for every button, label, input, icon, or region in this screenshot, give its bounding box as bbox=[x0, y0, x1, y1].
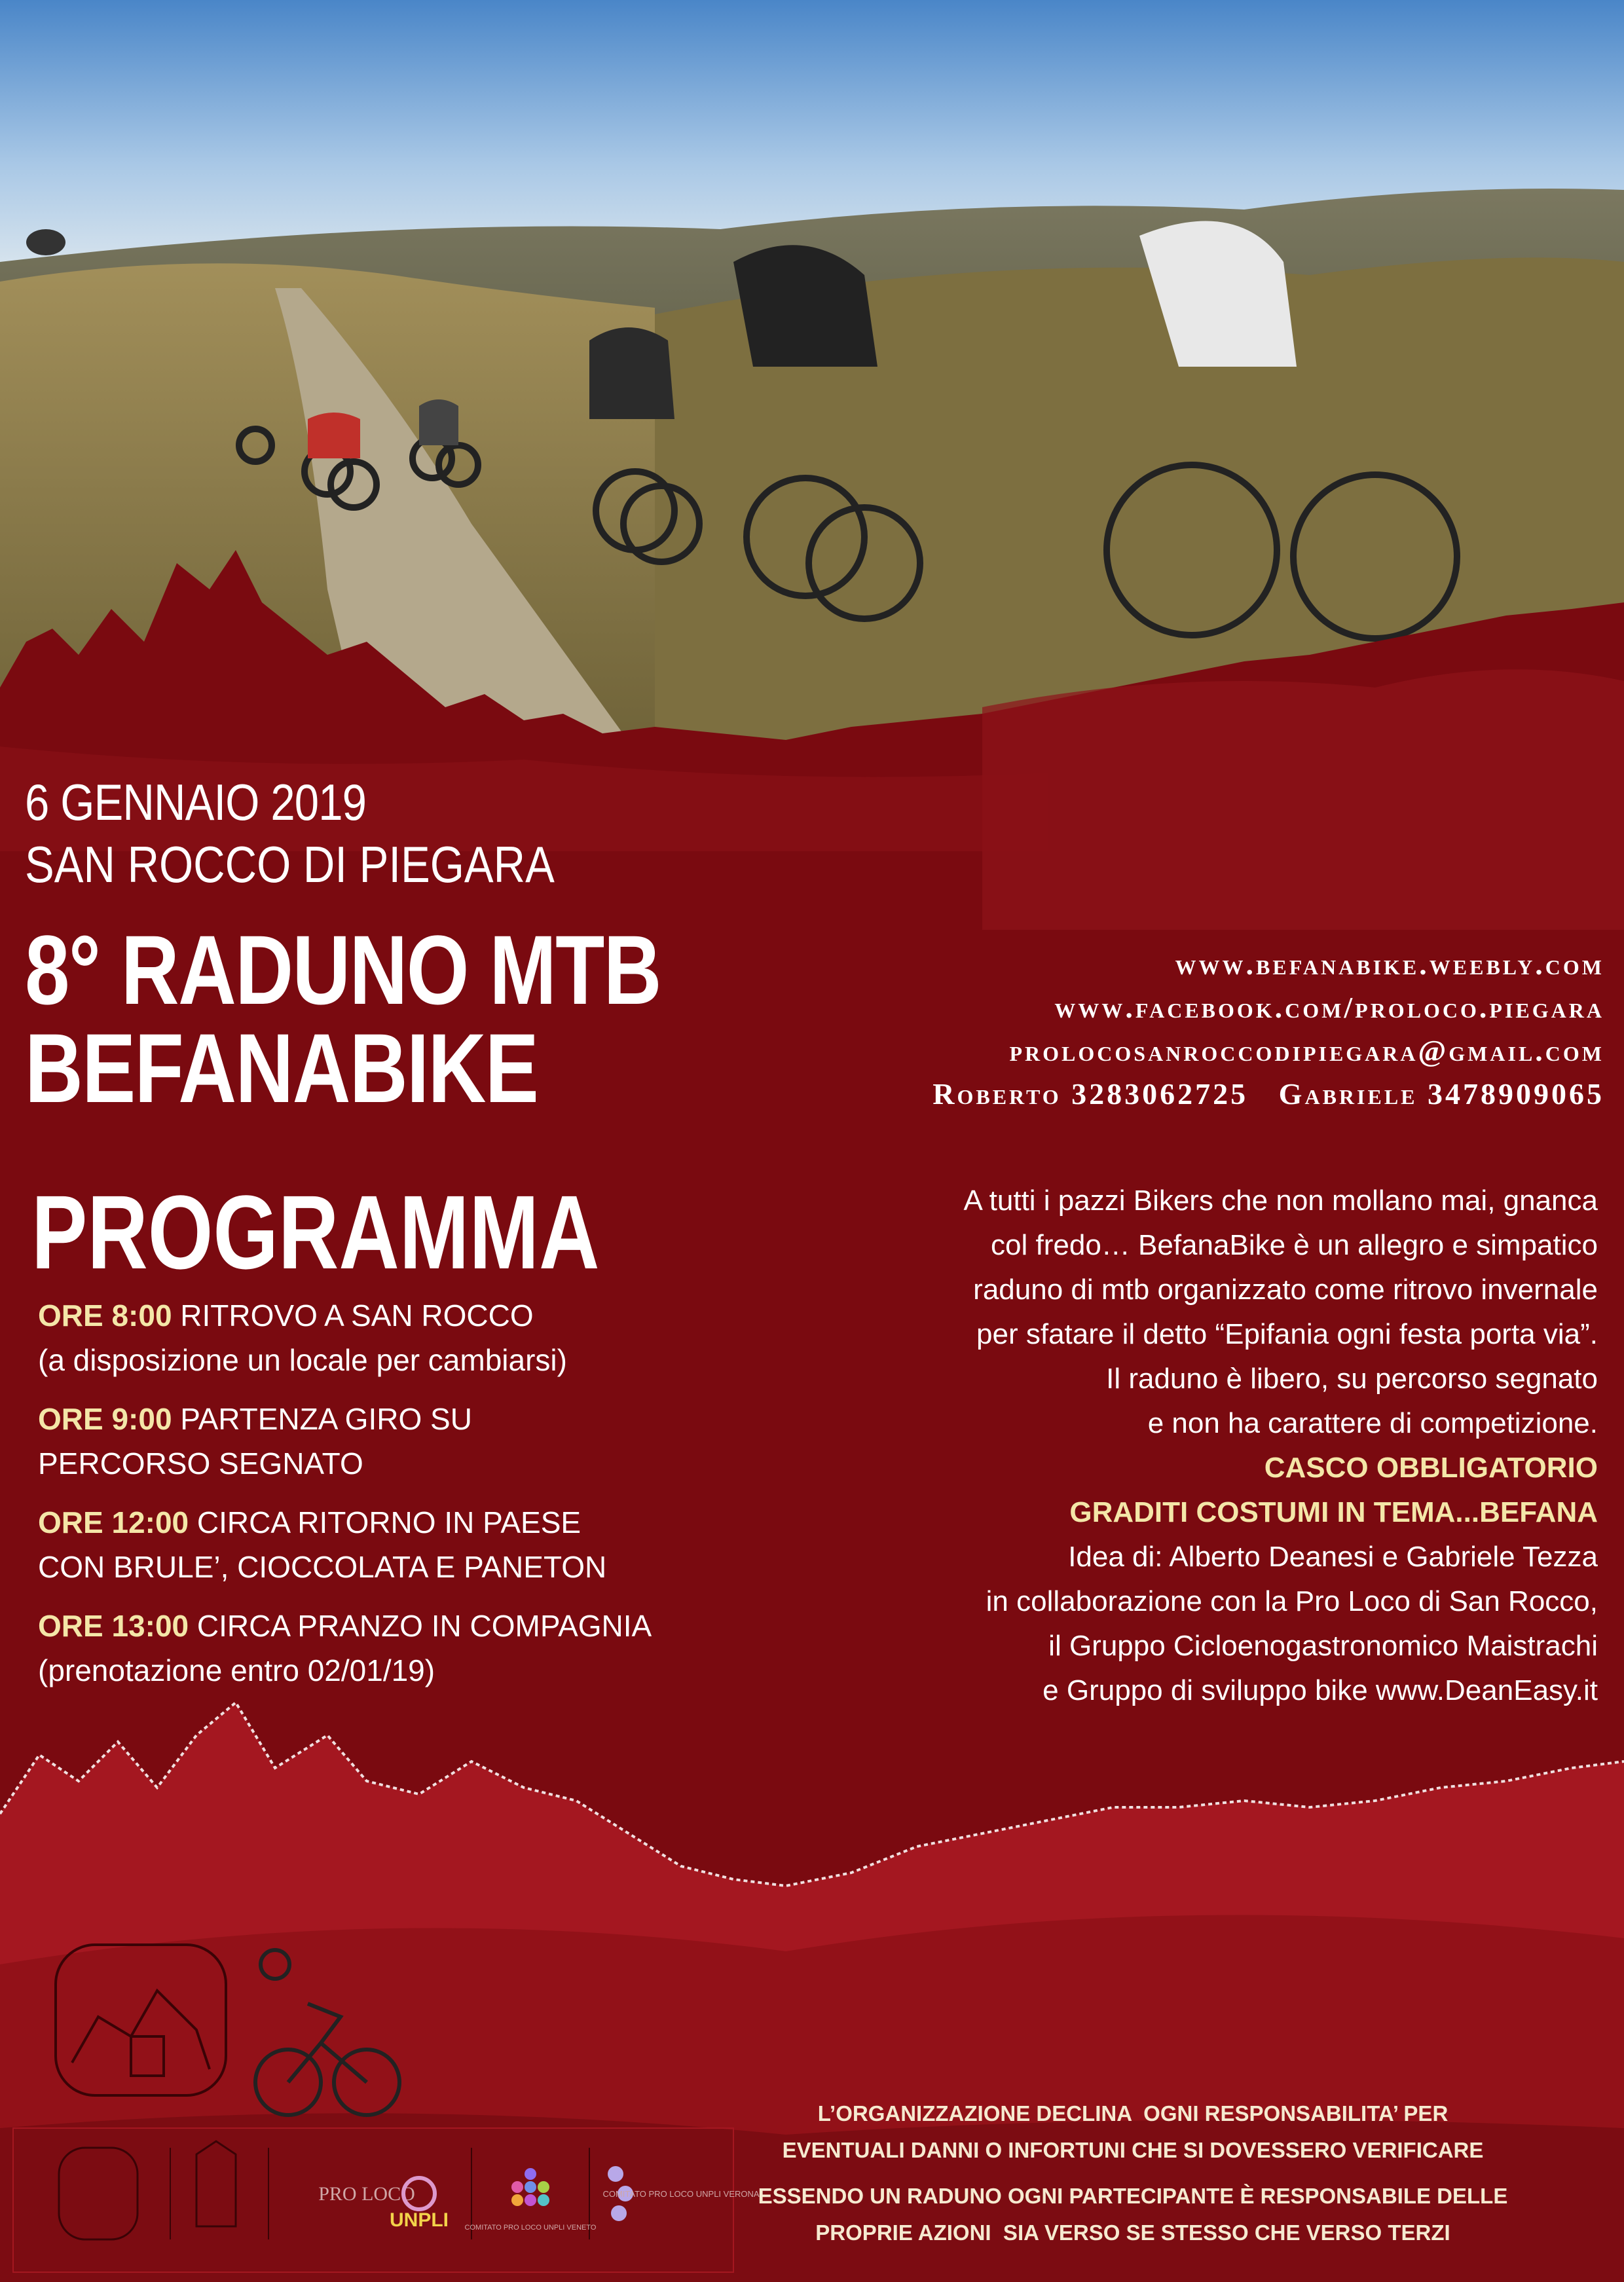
programma-item bbox=[38, 1397, 652, 1486]
disclaimer-block bbox=[674, 2095, 1591, 2251]
costume-notice: GRADITI COSTUMI IN TEMA...BEFANA bbox=[1069, 1496, 1598, 1528]
email-link[interactable]: prolocosanroccodipiegara@gmail.com bbox=[1009, 1034, 1604, 1067]
programma-note: (a disposizione un locale per cambiarsi) bbox=[38, 1343, 567, 1377]
disclaimer-line: PROPRIE AZIONI SIA VERSO SE STESSO CHE VERSO TERZI bbox=[815, 2220, 1450, 2245]
disclaimer-line: L’ORGANIZZAZIONE DECLINA OGNI RESPONSABILITA’ PER bbox=[817, 2101, 1449, 2126]
programma-note: CON BRULE’, CIOCCOLATA E PANETON bbox=[38, 1550, 607, 1584]
programma-item bbox=[38, 1500, 652, 1589]
programma-time: ORE 9:00 bbox=[38, 1402, 172, 1436]
proloco-logo-text: PRO LOCO bbox=[318, 2183, 415, 2205]
facebook-link[interactable]: www.facebook.com/proloco.piegara bbox=[1054, 991, 1604, 1024]
event-place: SAN ROCCO DI PIEGARA bbox=[25, 836, 555, 893]
description-line: e non ha carattere di competizione. bbox=[1147, 1407, 1598, 1439]
description-line: per sfatare il detto “Epifania ogni festa porta via”. bbox=[976, 1318, 1598, 1350]
credits-line: Idea di: Alberto Deanesi e Gabriele Tezza bbox=[1068, 1541, 1598, 1573]
programma-time: ORE 8:00 bbox=[38, 1298, 172, 1333]
programma-heading: PROGRAMMA bbox=[31, 1173, 600, 1291]
logos-area bbox=[0, 1938, 786, 2279]
credits-line: in collaborazione con la Pro Loco di San Rocco, bbox=[986, 1585, 1598, 1617]
programma-text: CIRCA PRANZO IN COMPAGNIA bbox=[189, 1609, 652, 1643]
description-line: raduno di mtb organizzato come ritrovo invernale bbox=[973, 1274, 1598, 1306]
programma-time: ORE 13:00 bbox=[38, 1609, 189, 1643]
event-title-line1: 8° RADUNO MTB bbox=[25, 915, 661, 1025]
programma-text: RITROVO A SAN ROCCO bbox=[172, 1298, 534, 1333]
proloco-emblem-and-biker-drawing bbox=[0, 1938, 786, 2279]
programma-note: PERCORSO SEGNATO bbox=[38, 1446, 363, 1481]
programma-note: (prenotazione entro 02/01/19) bbox=[38, 1653, 435, 1687]
programma-text: PARTENZA GIRO SU bbox=[172, 1402, 472, 1436]
programma-item bbox=[38, 1604, 652, 1693]
disclaimer-line: EVENTUALI DANNI O INFORTUNI CHE SI DOVESSERO VERIFICARE bbox=[782, 2138, 1484, 2162]
helmet-notice: CASCO OBBLIGATORIO bbox=[1264, 1452, 1598, 1484]
credits-line: il Gruppo Cicloenogastronomico Maistrachi bbox=[1048, 1630, 1598, 1662]
event-date: 6 GENNAIO 2019 bbox=[25, 773, 367, 831]
description-line: Il raduno è libero, su percorso segnato bbox=[1106, 1363, 1598, 1395]
phone-numbers: Roberto 3283062725 Gabriele 3478909065 bbox=[932, 1077, 1604, 1111]
programma-text: CIRCA RITORNO IN PAESE bbox=[189, 1505, 581, 1539]
description-line: A tutti i pazzi Bikers che non mollano mai, gnanca bbox=[963, 1185, 1598, 1217]
description-line: col fredo… BefanaBike è un allegro e simpatico bbox=[991, 1229, 1598, 1261]
credits-line: e Gruppo di sviluppo bike www.DeanEasy.it bbox=[1043, 1674, 1598, 1706]
description-block bbox=[747, 1179, 1598, 1713]
unpli-logo-text: UNPLI bbox=[390, 2209, 449, 2231]
programma-list bbox=[38, 1293, 652, 1707]
unpli-veneto-logo bbox=[511, 2168, 549, 2206]
website-link[interactable]: www.befanabike.weebly.com bbox=[1175, 948, 1604, 981]
event-title-line2: BEFANABIKE bbox=[25, 1013, 538, 1123]
disclaimer-line: ESSENDO UN RADUNO OGNI PARTECIPANTE È RESPONSABILE DELLE bbox=[758, 2184, 1508, 2208]
programma-item bbox=[38, 1293, 652, 1382]
programma-time: ORE 12:00 bbox=[38, 1505, 189, 1539]
unpli-verona-label: COMITATO PRO LOCO UNPLI VERONA bbox=[602, 2189, 760, 2199]
unpli-veneto-label: COMITATO PRO LOCO UNPLI VENETO bbox=[464, 2224, 597, 2232]
contacts-block bbox=[932, 943, 1604, 1116]
